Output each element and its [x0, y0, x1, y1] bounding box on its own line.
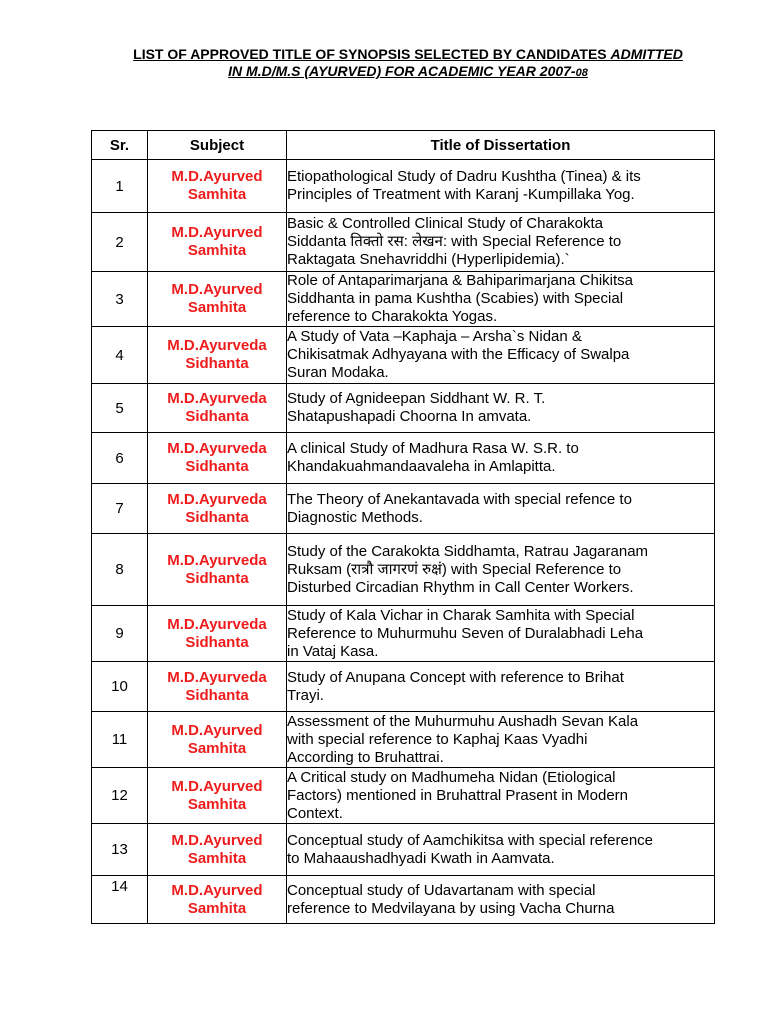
subject-line: Samhita: [187, 186, 247, 203]
subject-line: M.D.Ayurveda: [167, 668, 267, 686]
dissertation-title-cell: [287, 272, 715, 327]
table-row: [92, 327, 715, 384]
sr-cell: 1: [92, 160, 148, 213]
subject-cell: [148, 160, 287, 213]
dissertation-title-cell: [287, 327, 715, 384]
dissertation-title-line: According to Bruhattrai.: [287, 748, 444, 766]
dissertation-title-cell: [287, 606, 715, 662]
title-line-1: [60, 46, 756, 63]
subject-line: Sidhanta: [185, 408, 249, 425]
dissertation-title-line: Principles of Treatment with Karanj -Kumpillaka Yog.: [287, 186, 635, 203]
title-line-1-italic: ADMITTED: [610, 46, 683, 62]
dissertation-title-cell: [287, 384, 715, 433]
sr-cell: 9: [92, 606, 148, 662]
subject-cell: [148, 484, 287, 534]
dissertation-title-line: Chikisatmak Adhyayana with the Efficacy of Swalpa: [287, 346, 630, 363]
table-row: [92, 712, 715, 768]
table-row: [92, 662, 715, 712]
dissertation-title-line: Siddanta तिक्तो रस: लेखन: with Special Reference to: [287, 233, 622, 250]
subject-cell: [148, 712, 287, 768]
sr-cell: 6: [92, 433, 148, 484]
dissertation-title-line: Context.: [287, 804, 343, 822]
dissertation-title-line: Factors) mentioned in Bruhattral Prasent in Modern: [287, 786, 628, 804]
dissertation-title-cell: [287, 433, 715, 484]
dissertation-title-line: Basic & Controlled Clinical Study of Charakokta: [287, 215, 603, 232]
table-row: [92, 876, 715, 924]
dissertation-title-line: in Vataj Kasa.: [287, 642, 379, 660]
header-sr: Sr.: [92, 131, 148, 160]
dissertation-title-cell: [287, 160, 715, 213]
dissertation-title-line: Ruksam (रात्रौ जागरणं रुक्षं) with Special Reference to: [287, 560, 622, 578]
subject-line: M.D.Ayurved: [171, 831, 263, 849]
subject-line: Sidhanta: [185, 458, 249, 475]
title-line-2-text: IN M.D/M.S (AYURVED) FOR ACADEMIC YEAR 2007-: [228, 63, 576, 79]
table-row: [92, 768, 715, 824]
dissertation-title-line: Study of Agnideepan Siddhant W. R. T.: [287, 390, 546, 407]
sr-cell: 4: [92, 327, 148, 384]
subject-line: M.D.Ayurved: [171, 881, 263, 899]
subject-line: Samhita: [187, 795, 247, 813]
table-row: [92, 824, 715, 876]
dissertation-title-line: Siddhanta in pama Kushtha (Scabies) with Special: [287, 290, 624, 307]
subject-cell: [148, 876, 287, 924]
sr-cell: 8: [92, 534, 148, 606]
title-line-2: [60, 63, 756, 82]
table-row: [92, 160, 715, 213]
sr-cell: 14: [92, 876, 148, 924]
dissertation-title-line: Role of Antaparimarjana & Bahiparimarjana Chikitsa: [287, 272, 634, 289]
table-row: [92, 272, 715, 327]
dissertation-title-cell: [287, 768, 715, 824]
subject-line: M.D.Ayurveda: [167, 390, 267, 407]
dissertation-title-line: reference to Charakokta Yogas.: [287, 308, 498, 325]
document-title: [60, 46, 756, 82]
dissertation-title-line: with special reference to Kaphaj Kaas Vyadhi: [287, 730, 588, 748]
subject-line: M.D.Ayurved: [171, 224, 263, 241]
table-row: [92, 213, 715, 272]
dissertation-title-line: to Mahaaushadhyadi Kwath in Aamvata.: [287, 849, 555, 867]
dissertation-title-line: Trayi.: [287, 686, 324, 704]
synopsis-table: [91, 130, 715, 924]
dissertation-title-cell: [287, 876, 715, 924]
sr-cell: 10: [92, 662, 148, 712]
dissertation-title-line: Study of the Carakokta Siddhamta, Ratrau Jagaranam: [287, 542, 649, 560]
subject-line: Samhita: [187, 849, 247, 867]
subject-cell: [148, 768, 287, 824]
subject-cell: [148, 384, 287, 433]
dissertation-title-cell: [287, 712, 715, 768]
table-header-row: [92, 131, 715, 160]
dissertation-title-line: Study of Anupana Concept with reference to Brihat: [287, 668, 624, 686]
subject-cell: [148, 213, 287, 272]
subject-line: M.D.Ayurved: [171, 281, 263, 298]
subject-cell: [148, 272, 287, 327]
subject-line: M.D.Ayurved: [171, 168, 263, 185]
table-row: [92, 606, 715, 662]
dissertation-title-cell: [287, 484, 715, 534]
subject-line: Sidhanta: [185, 569, 249, 587]
subject-line: M.D.Ayurveda: [167, 551, 267, 569]
dissertation-title-cell: [287, 213, 715, 272]
dissertation-title-cell: [287, 534, 715, 606]
subject-line: Sidhanta: [185, 508, 249, 526]
dissertation-title-cell: [287, 824, 715, 876]
dissertation-title-line: Raktagata Snehavriddhi (Hyperlipidemia).`: [287, 251, 570, 268]
sr-cell: 12: [92, 768, 148, 824]
subject-cell: [148, 327, 287, 384]
subject-cell: [148, 606, 287, 662]
dissertation-title-line: Study of Kala Vichar in Charak Samhita with Special: [287, 606, 635, 624]
subject-line: Samhita: [187, 242, 247, 259]
dissertation-title-line: The Theory of Anekantavada with special refence to: [287, 490, 632, 508]
header-subject: Subject: [148, 131, 287, 160]
dissertation-title-line: Reference to Muhurmuhu Seven of Duralabhadi Leha: [287, 624, 644, 642]
dissertation-title-line: A clinical Study of Madhura Rasa W. S.R. to: [287, 440, 579, 457]
dissertation-title-line: A Critical study on Madhumeha Nidan (Etiological: [287, 768, 616, 786]
subject-line: M.D.Ayurveda: [167, 615, 267, 633]
dissertation-title-line: Khandakuahmandaavaleha in Amlapitta.: [287, 458, 556, 475]
title-line-2-year-suffix: 08: [575, 67, 588, 79]
subject-line: Samhita: [187, 739, 247, 757]
dissertation-title-line: Suran Modaka.: [287, 364, 389, 381]
subject-line: Sidhanta: [185, 686, 249, 704]
sr-cell: 13: [92, 824, 148, 876]
subject-line: M.D.Ayurved: [171, 777, 263, 795]
subject-cell: [148, 662, 287, 712]
dissertation-title-line: Etiopathological Study of Dadru Kushtha (Tinea) & its: [287, 168, 641, 185]
dissertation-title-line: Shatapushapadi Choorna In amvata.: [287, 408, 532, 425]
header-title: Title of Dissertation: [287, 131, 715, 160]
dissertation-title-line: A Study of Vata –Kaphaja – Arsha`s Nidan &: [287, 328, 582, 345]
title-line-1-plain: LIST OF APPROVED TITLE OF SYNOPSIS SELECTED BY CANDIDATES: [133, 46, 611, 62]
subject-cell: [148, 824, 287, 876]
table-row: [92, 384, 715, 433]
sr-cell: 5: [92, 384, 148, 433]
dissertation-title-line: Disturbed Circadian Rhythm in Call Center Workers.: [287, 578, 634, 596]
dissertation-title-line: Assessment of the Muhurmuhu Aushadh Sevan Kala: [287, 712, 639, 730]
subject-line: M.D.Ayurveda: [167, 490, 267, 508]
table-row: [92, 433, 715, 484]
sr-cell: 2: [92, 213, 148, 272]
subject-line: Samhita: [187, 299, 247, 316]
dissertation-title-cell: [287, 662, 715, 712]
subject-line: M.D.Ayurveda: [167, 440, 267, 457]
dissertation-title-line: Conceptual study of Udavartanam with special: [287, 881, 596, 899]
sr-cell: 11: [92, 712, 148, 768]
sr-cell: 3: [92, 272, 148, 327]
dissertation-title-line: reference to Medvilayana by using Vacha Churna: [287, 899, 615, 917]
subject-line: M.D.Ayurved: [171, 721, 263, 739]
subject-cell: [148, 534, 287, 606]
table-row: [92, 534, 715, 606]
subject-line: M.D.Ayurveda: [167, 337, 267, 354]
table-row: [92, 484, 715, 534]
subject-line: Samhita: [187, 899, 247, 917]
subject-line: Sidhanta: [185, 355, 249, 372]
dissertation-title-line: Conceptual study of Aamchikitsa with special reference: [287, 831, 654, 849]
dissertation-title-line: Diagnostic Methods.: [287, 508, 423, 526]
subject-cell: [148, 433, 287, 484]
subject-line: Sidhanta: [185, 633, 249, 651]
sr-cell: 7: [92, 484, 148, 534]
